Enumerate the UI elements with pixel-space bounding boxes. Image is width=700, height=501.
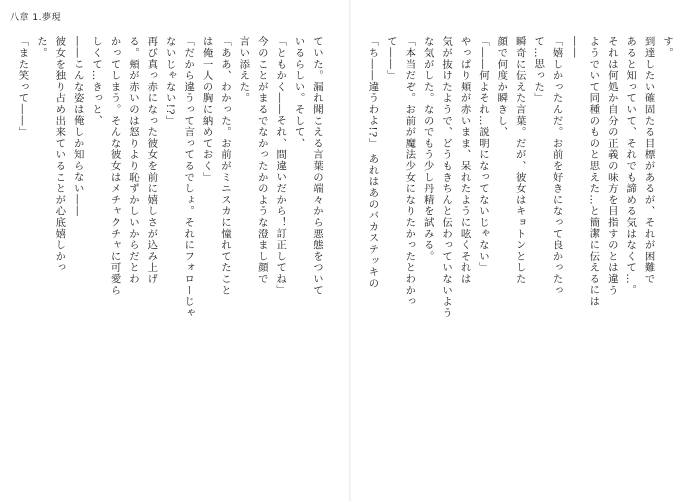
text-line: 到達したい確固たる目標があるが、それが困難で (642, 36, 655, 285)
text-line: 顔で何度か瞬きし、 (495, 36, 508, 138)
text-line: 瞬奇に伝えた言葉。だが、彼女はキョトンとした (513, 36, 526, 285)
text-line: 「本当だぞ。お前が魔法少女になりたかったとわかっ (403, 36, 416, 308)
text-line: 「また笑って――」 (16, 36, 29, 138)
text-line: 彼女を独り占め出来ていることが心底嬉しかっ (53, 36, 66, 274)
text-line: 再び真っ赤になった彼女を前に嬉しさが込み上げ (145, 36, 158, 285)
text-line: 気が抜けたようで、どうもきちんと伝わっていないよう (440, 36, 453, 319)
left-page-text (12, 36, 326, 476)
text-line: ないじゃない!?」 (163, 36, 176, 127)
text-line: ようでいて同種のものと思えた…と簡潔に伝えるには (587, 36, 600, 308)
text-line: は俺一人の胸に納めておく」 (200, 36, 213, 183)
text-line: 言い添えた。 (237, 36, 250, 104)
text-line: かってしまう。そんな彼女はメチャクチャに可愛ら (108, 36, 121, 296)
text-line: いるらしい。そして、 (292, 36, 305, 149)
text-line: 「――何よそれ…説明になってないじゃない」 (476, 36, 489, 274)
text-line: ――こんな姿は俺しか知らない―― (71, 36, 84, 217)
text-line: な気がした。なのでもう少し丹精を試みる。 (421, 36, 434, 262)
text-line: 「だから違うって言ってるでしょ。それにフォローじゃ (182, 36, 195, 319)
text-line (12, 36, 13, 476)
text-line: 「嬉しかったんだ。お前を好きになって良かったっ (550, 36, 563, 296)
text-line: て…思った」 (532, 36, 545, 104)
chapter-header: 八章 1.夢現 (10, 13, 61, 23)
text-line: ―― (568, 36, 581, 59)
text-line: やっぱり頬が赤いまま、呆れたように呟くそれは (458, 36, 471, 285)
text-line: ていた。漏れ聞こえる言葉の端々から悪態をついて (311, 36, 323, 296)
right-page-text (364, 36, 676, 476)
text-line: る。頬が赤いのは怒りより恥ずかしいからだとわ (126, 36, 139, 285)
text-line: しくて…きっと、 (90, 36, 103, 127)
text-line: 「ああ、わかった。お前がミニスカに憧れてたこと (218, 36, 231, 296)
text-line: 「ともかく――それ、間違いだから！訂正してね」 (274, 36, 287, 296)
page-gutter (349, 0, 351, 501)
text-line: す。 (661, 36, 673, 59)
text-line: それは何処か自分の正義の味方を目指すのとは違う (605, 36, 618, 296)
text-line: た。 (34, 36, 47, 59)
text-line: 「ち――違うわよ!?」 あれはあのバカステッキの (366, 36, 379, 290)
text-line: 今のことがまるでなかったかのような澄まし顔で (255, 36, 268, 285)
text-line: て――」 (384, 36, 397, 82)
text-line: あると知っていて、それでも諦める気はなくて…。 (624, 36, 637, 296)
